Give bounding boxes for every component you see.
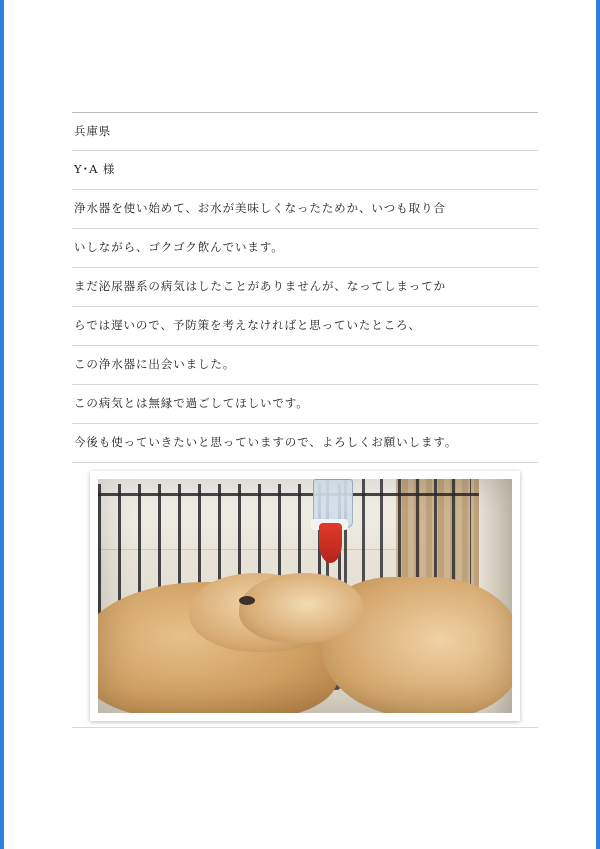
line-body-2 — [72, 229, 538, 268]
photo-vignette — [98, 479, 512, 713]
sender-text: Y･A 様 — [74, 162, 116, 177]
photo-frame — [90, 471, 520, 721]
body-text-3: まだ泌尿器系の病気はしたことがありませんが、なってしまってか — [74, 279, 446, 294]
line-body-1 — [72, 190, 538, 229]
line-prefecture — [72, 112, 538, 151]
body-text-6: この病気とは無縁で過ごしてほしいです。 — [74, 396, 309, 411]
letter-sheet — [72, 112, 538, 728]
line-body-7 — [72, 424, 538, 463]
body-text-7: 今後も使っていきたいと思っていますので、よろしくお願いします。 — [74, 435, 458, 450]
body-text-2: いしながら、ゴクゴク飲んでいます。 — [74, 240, 284, 255]
line-body-4 — [72, 307, 538, 346]
body-text-4: らでは遅いので、予防策を考えなければと思っていたところ、 — [74, 318, 421, 333]
prefecture-text: 兵庫県 — [74, 123, 112, 138]
line-body-6 — [72, 385, 538, 424]
line-body-3 — [72, 268, 538, 307]
two-golden-retrievers-drinking-from-water-bottle-photo — [98, 479, 512, 713]
photo-zone — [72, 463, 538, 728]
line-body-5 — [72, 346, 538, 385]
line-sender — [72, 151, 538, 190]
body-text-5: この浄水器に出会いました。 — [74, 357, 236, 372]
body-text-1: 浄水器を使い始めて、お水が美味しくなったためか、いつも取り合 — [74, 201, 446, 216]
